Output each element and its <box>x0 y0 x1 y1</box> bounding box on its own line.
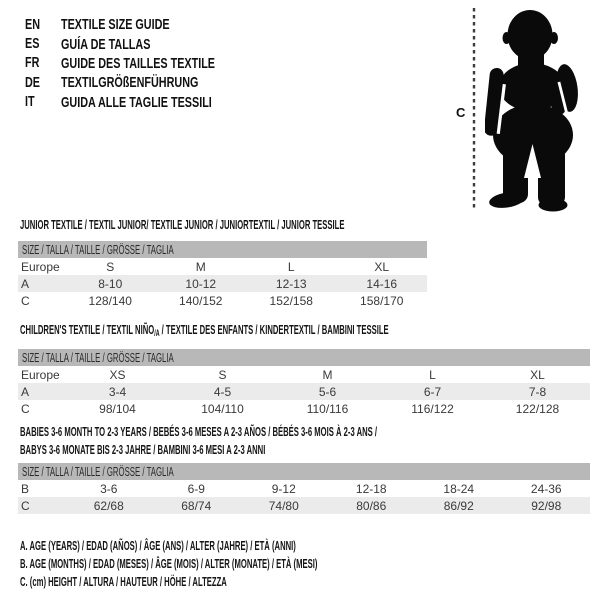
value-cell: 62/68 <box>93 498 124 513</box>
babies-heading-line1: BABIES 3-6 MONTH TO 2-3 YEARS / BEBÉS 3-6 MESES A 2-3 AÑOS / BÉBÉS 3-6 MOIS À 2-3 ANS / <box>20 424 378 439</box>
measure-label-c: C <box>456 105 466 120</box>
value-cell: 98/104 <box>99 401 136 416</box>
value-cell: 3-4 <box>108 384 127 399</box>
row-label-cell: A <box>21 276 30 291</box>
value-cell: 152/158 <box>269 293 313 308</box>
language-row-it <box>25 93 275 112</box>
table-row <box>18 383 590 400</box>
value-cell: 5-6 <box>318 384 337 399</box>
value-cell: 74/80 <box>268 498 299 513</box>
value-cell: 128/140 <box>88 293 132 308</box>
table-row <box>18 400 590 417</box>
babies-heading-line2: BABYS 3-6 MONATE BIS 2-3 JAHRE / BAMBINI 3-6 MESI A 2-3 ANNI <box>20 442 266 457</box>
language-code: EN <box>25 15 41 33</box>
table-row <box>18 258 427 275</box>
language-label: TEXTILGRÖßENFÜHRUNG <box>61 74 199 92</box>
language-label: GUIDE DES TAILLES TEXTILE <box>61 54 216 72</box>
row-label-cell: Europe <box>21 367 60 382</box>
language-list <box>25 15 275 112</box>
size-bar-label: SIZE / TALLA / TAILLE / GRÖSSE / TAGLIA <box>22 464 174 479</box>
value-cell: 80/86 <box>356 498 387 513</box>
value-cell: M <box>322 367 333 382</box>
value-cell: 14-16 <box>366 276 398 291</box>
table-row <box>18 480 590 497</box>
value-cell: 116/122 <box>411 401 454 416</box>
value-cell: 4-5 <box>213 384 232 399</box>
value-cell: 110/116 <box>306 401 349 416</box>
children-heading-subscript: /A <box>154 328 160 338</box>
language-row-fr <box>25 54 275 73</box>
children-size-table <box>18 349 590 417</box>
language-label: TEXTILE SIZE GUIDE <box>61 16 170 34</box>
children-section-heading <box>20 321 389 342</box>
value-cell: S <box>106 259 115 274</box>
junior-table-body <box>18 258 427 309</box>
language-label: GUIDA ALLE TAGLIE TESSILI <box>61 93 212 111</box>
language-row-en <box>25 15 275 34</box>
footnote-a: A. AGE (YEARS) / EDAD (AÑOS) / ÂGE (ANS) / ALTER (JAHRE) / ETÀ (ANNI) <box>20 538 296 553</box>
value-cell: 140/152 <box>179 293 223 308</box>
row-label-cell: B <box>21 481 30 496</box>
value-cell: S <box>218 367 227 382</box>
value-cell: M <box>195 259 206 274</box>
babies-size-table <box>18 463 590 514</box>
value-cell: 68/74 <box>181 498 212 513</box>
junior-size-table <box>18 241 427 309</box>
row-label-cell: C <box>21 498 30 513</box>
row-label-cell: A <box>21 384 30 399</box>
value-cell: 10-12 <box>185 276 217 291</box>
children-table-body <box>18 366 590 417</box>
height-measure-line <box>472 8 476 210</box>
children-heading-text: / TEXTILE DES ENFANTS / KINDERTEXTIL / BAMBINI TESSILE <box>159 322 389 337</box>
babies-section-heading <box>20 423 377 459</box>
language-row-es <box>25 34 275 53</box>
value-cell: XL <box>530 367 545 382</box>
table-row <box>18 292 427 309</box>
value-cell: 18-24 <box>443 481 475 496</box>
value-cell: 24-36 <box>530 481 562 496</box>
babies-table-body <box>18 480 590 514</box>
value-cell: XS <box>109 367 126 382</box>
value-cell: 122/128 <box>515 401 560 416</box>
value-cell: 7-8 <box>528 384 547 399</box>
language-row-de <box>25 73 275 92</box>
junior-size-bar <box>18 241 427 258</box>
babies-size-bar <box>18 463 590 480</box>
value-cell: 6-7 <box>423 384 442 399</box>
language-code: DE <box>25 73 41 91</box>
language-code: IT <box>25 93 35 111</box>
value-cell: 12-13 <box>275 276 307 291</box>
footnote-b: B. AGE (MONTHS) / EDAD (MESES) / ÂGE (MOIS) / ALTER (MONATE) / ETÀ (MESI) <box>20 556 318 571</box>
value-cell: 9-12 <box>271 481 296 496</box>
footnote-c: C. (cm) HEIGHT / ALTURA / HAUTEUR / HÖHE / ALTEZZA <box>20 574 227 589</box>
value-cell: 3-6 <box>100 481 118 496</box>
value-cell: 6-9 <box>187 481 205 496</box>
table-row <box>18 497 590 514</box>
value-cell: 92/98 <box>531 498 562 513</box>
value-cell: 104/110 <box>201 401 244 416</box>
language-label: GUÍA DE TALLAS <box>61 35 151 53</box>
row-label-cell: C <box>21 401 30 416</box>
table-row <box>18 366 590 383</box>
value-cell: 12-18 <box>355 481 387 496</box>
value-cell: 86/92 <box>443 498 474 513</box>
children-size-bar <box>18 349 590 366</box>
value-cell: 8-10 <box>98 276 123 291</box>
size-bar-label: SIZE / TALLA / TAILLE / GRÖSSE / TAGLIA <box>22 242 174 257</box>
row-label-cell: C <box>21 293 30 308</box>
row-label-cell: Europe <box>21 259 60 274</box>
value-cell: L <box>429 367 436 382</box>
size-bar-label: SIZE / TALLA / TAILLE / GRÖSSE / TAGLIA <box>22 350 174 365</box>
value-cell: L <box>287 259 295 274</box>
language-code: ES <box>25 35 40 53</box>
children-heading-text: CHILDREN'S TEXTILE / TEXTIL NIÑO <box>20 322 155 337</box>
value-cell: 158/170 <box>360 293 404 308</box>
language-code: FR <box>25 54 40 72</box>
value-cell: XL <box>374 259 390 274</box>
footnotes <box>20 537 524 591</box>
junior-section-heading: JUNIOR TEXTILE / TEXTIL JUNIOR/ TEXTILE JUNIOR / JUNIORTEXTIL / JUNIOR TESSILE <box>20 217 345 232</box>
baby-silhouette <box>485 8 580 213</box>
table-row <box>18 275 427 292</box>
